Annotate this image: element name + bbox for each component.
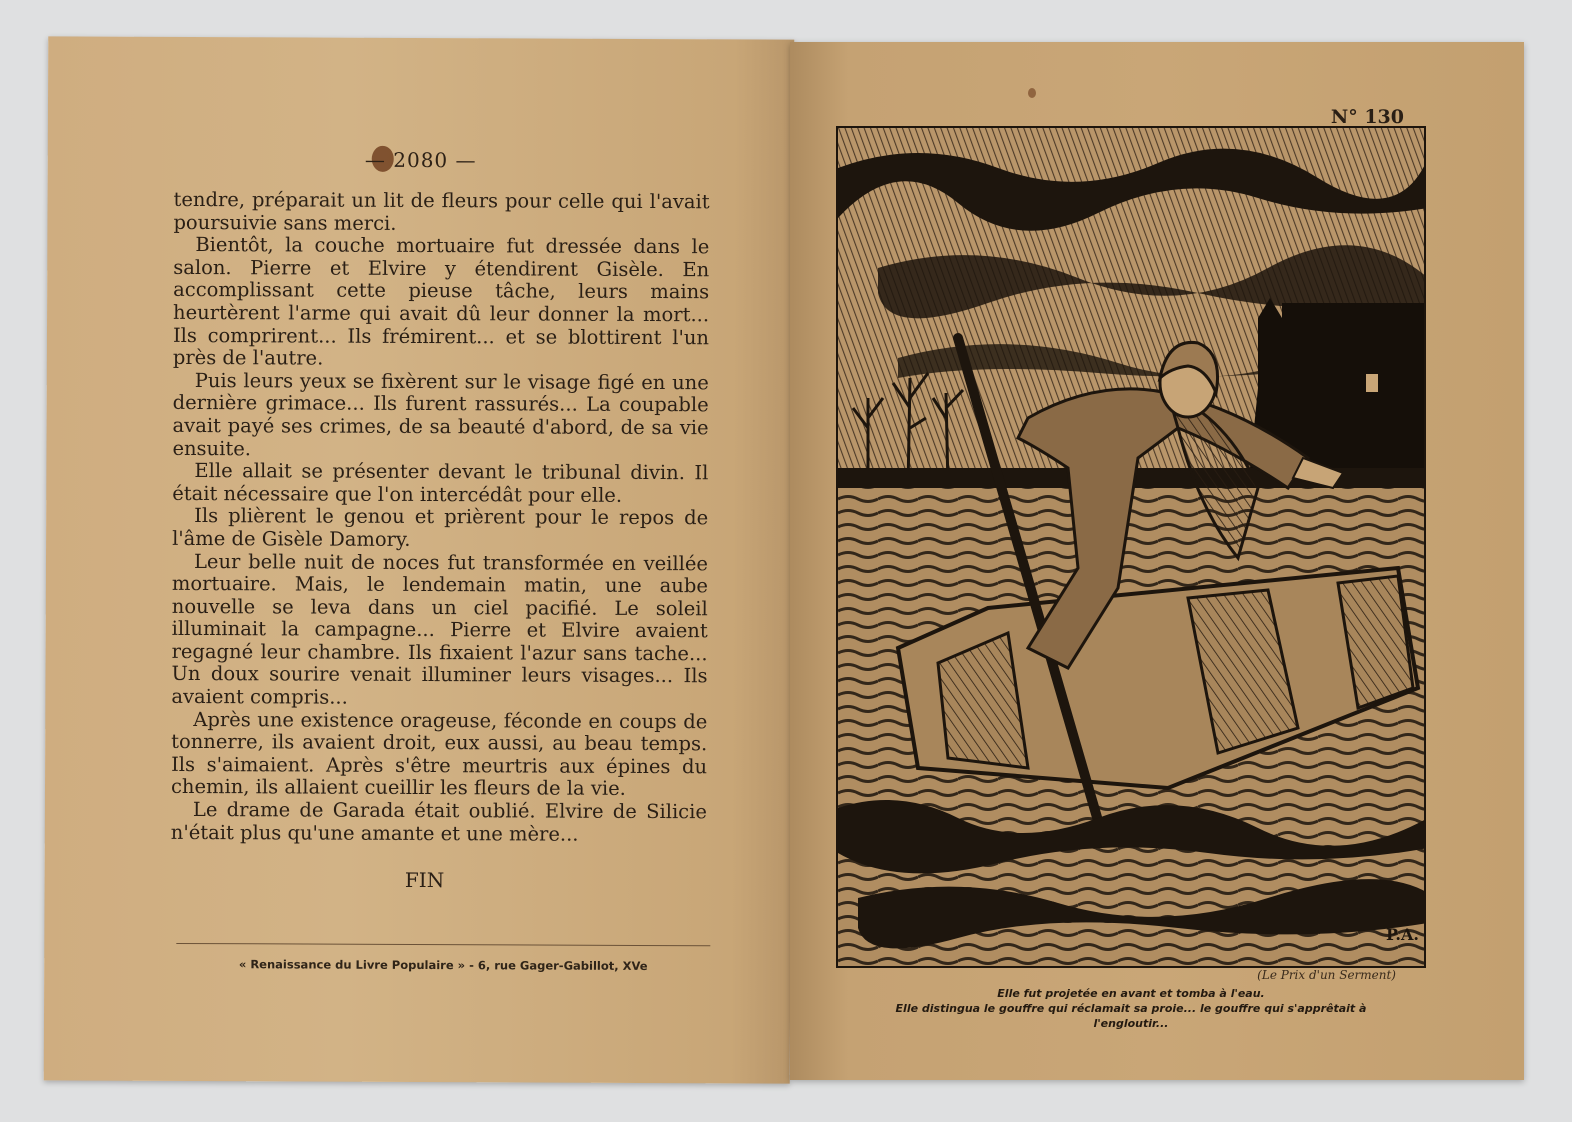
lit-window bbox=[1366, 374, 1378, 392]
ink-stain bbox=[1028, 88, 1036, 98]
source-title: (Le Prix d'un Serment) bbox=[1257, 968, 1396, 982]
paragraph: tendre, préparait un lit de fleurs pour celle qui l'avait poursuivie sans merci. bbox=[173, 187, 710, 235]
caption-line: Elle distingua le gouffre qui réclamait sa proie... le gouffre qui s'apprêtait à bbox=[895, 1002, 1367, 1015]
publisher-line: « Renaissance du Livre Populaire » - 6, rue Gager-Gabillot, XVe bbox=[238, 957, 648, 974]
paragraph: Elle allait se présenter devant le tribunal divin. Il était nécessaire que l'on intercédât pour elle. bbox=[172, 459, 709, 507]
illustration bbox=[836, 126, 1426, 968]
paragraph: Puis leurs yeux se fixèrent sur le visage figé en une dernière grimace... Ils furent rassurés... La coupable avait payé ses crimes, de sa beauté d'abord, de sa vie ensuite. bbox=[172, 368, 709, 460]
right-page bbox=[790, 42, 1524, 1080]
illustration-caption bbox=[836, 986, 1426, 1031]
caption-line: l'engloutir... bbox=[1093, 1017, 1169, 1030]
caption-line: Elle fut projetée en avant et tomba à l'eau. bbox=[997, 987, 1265, 1000]
left-page bbox=[44, 36, 795, 1083]
artist-signature: P.A. bbox=[1386, 925, 1419, 944]
paragraph: Bientôt, la couche mortuaire fut dressée dans le salon. Pierre et Elvire y étendirent Gisèle. En accomplissant cette pieuse tâche, leurs mains heurtèrent l'arme qui avait dû leur donner la mort... Ils comprirent... Ils frémirent... et se blottirent l'un près de l'autre. bbox=[172, 233, 710, 370]
story-text bbox=[171, 189, 710, 847]
paragraph: Leur belle nuit de noces fut transformée en veillée mortuaire. Mais, le lendemain matin, une aube nouvelle se leva dans un ciel pacifié. Le soleil illuminait la campagne... Pierre et Elvire avaient regagné leur chambre. Ils fixaient l'azur sans tache... Un doux sourire venait illuminer leurs visages... Ils avaient compris... bbox=[171, 549, 709, 709]
end-marker: FIN bbox=[404, 867, 445, 893]
paragraph: Après une existence orageuse, féconde en coups de tonnerre, ils avaient droit, eux aussi, au beau temps. Ils s'aimaient. Après s'être meurtris aux épines du chemin, ils allaient cueillir les fleurs de la vie. bbox=[170, 707, 708, 801]
paragraph: Le drame de Garada était oublié. Elvire de Silicie n'était plus qu'une amante et une mère... bbox=[170, 798, 707, 846]
woodcut-scene bbox=[838, 128, 1426, 968]
paragraph: Ils plièrent le genou et prièrent pour le repos de l'âme de Gisèle Damory. bbox=[172, 504, 709, 551]
page-number: — 2080 — bbox=[364, 147, 477, 173]
issue-number: N° 130 bbox=[1330, 106, 1404, 128]
divider bbox=[176, 943, 710, 946]
